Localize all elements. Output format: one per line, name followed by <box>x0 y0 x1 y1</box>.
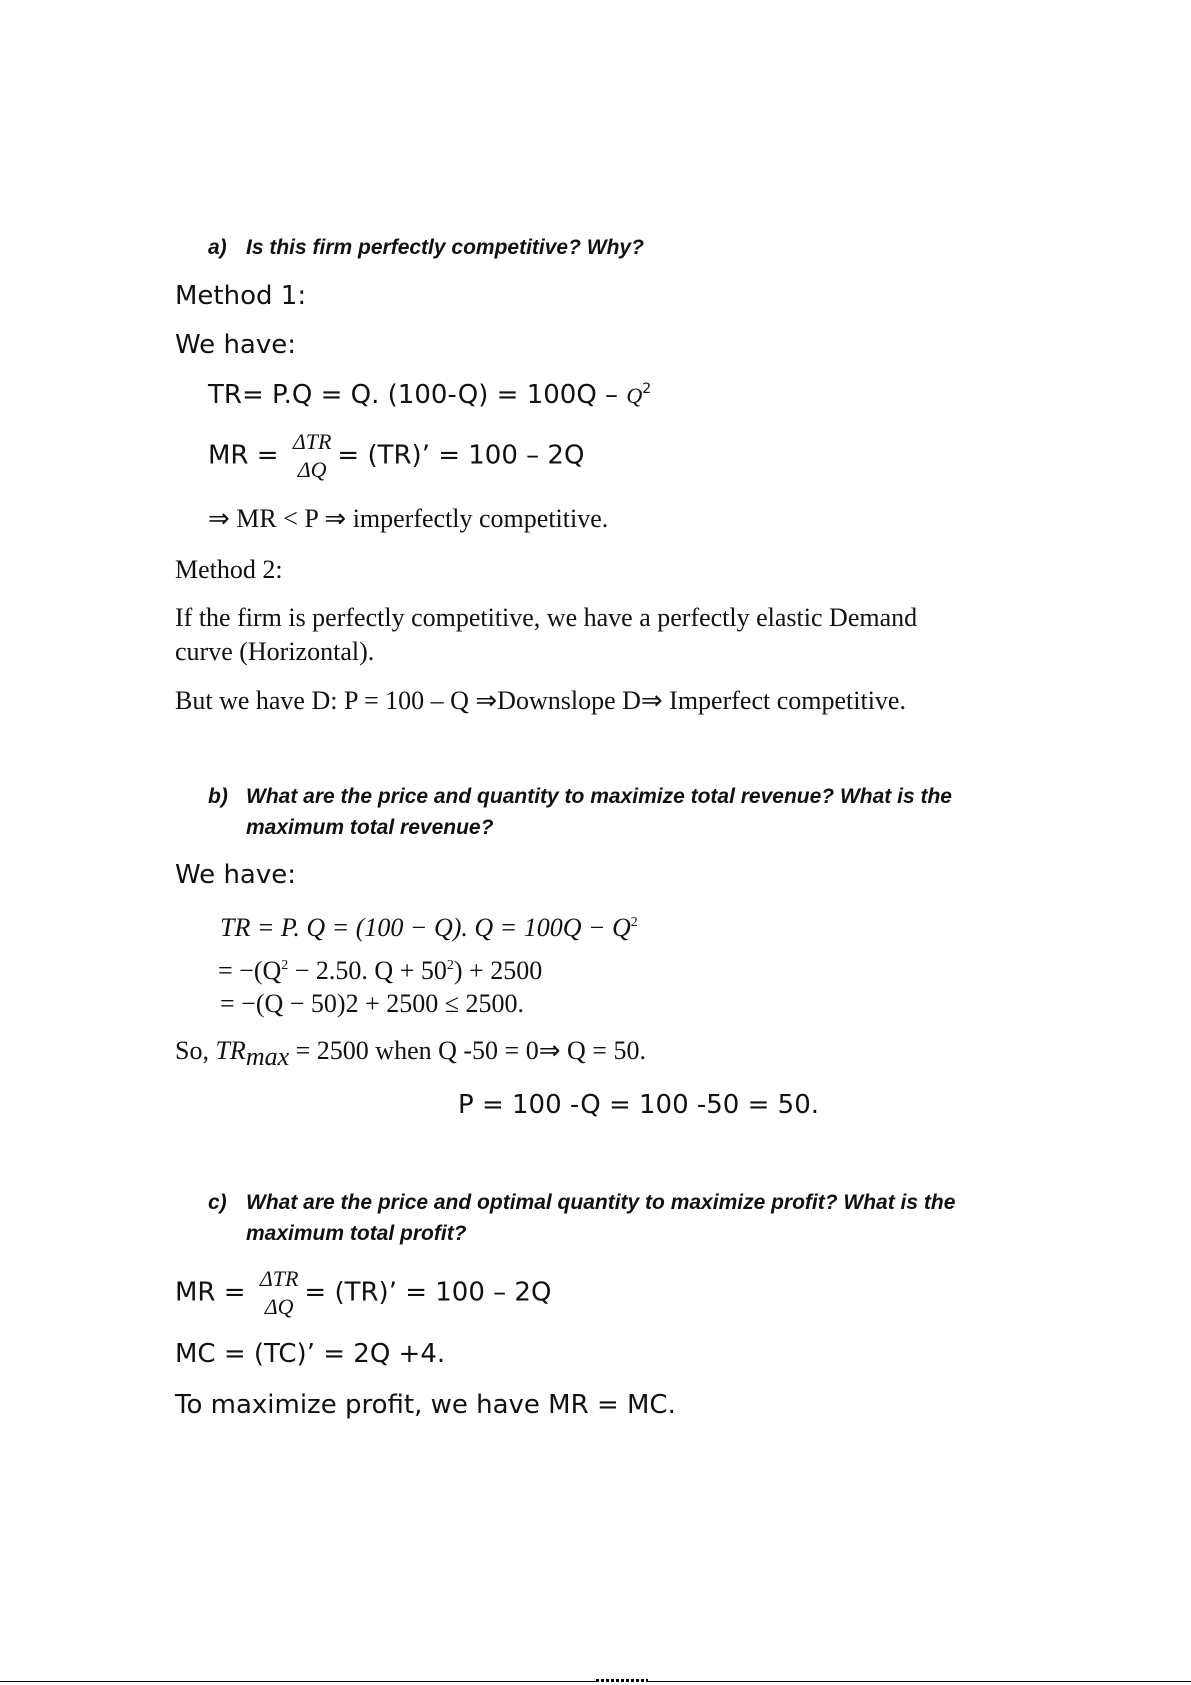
tr-equation-exponent: 2 <box>642 381 652 397</box>
tr-derivation-line2-c: ) + 2500 <box>453 956 543 985</box>
question-a-text: Is this firm perfectly competitive? Why? <box>246 236 644 259</box>
mr-equation-a <box>208 428 584 484</box>
question-c-text-line1: What are the price and optimal quantity to maximize profit? What is the <box>246 1191 956 1214</box>
tr-max-prefix: So, <box>175 1036 216 1065</box>
question-b-label: b) <box>208 785 228 808</box>
tr-max-suffix: = 2500 when Q -50 = 0⇒ Q = 50. <box>289 1036 646 1065</box>
method-1-title: Method 1: <box>175 281 307 311</box>
we-have-b: We have: <box>175 860 296 890</box>
mr-prefix-c: MR = <box>175 1277 254 1308</box>
tr-derivation-line2-a: = −(Q <box>218 956 282 985</box>
mc-line: MC = (TC)’ = 2Q +4. <box>175 1339 446 1369</box>
tr-max-subscript: max <box>245 1042 290 1071</box>
tr-max-line <box>175 1036 646 1072</box>
price-line-b: P = 100 -Q = 100 -50 = 50. <box>458 1090 820 1120</box>
tr-derivation-line2-exp2: 2 <box>446 958 454 973</box>
tr-equation-q: Q <box>626 383 643 408</box>
method-2-text-line1: If the firm is perfectly competitive, we have a perfectly elastic Demand <box>175 603 918 632</box>
tr-derivation-line2 <box>218 956 542 986</box>
mr-prefix-a: MR = <box>208 440 287 471</box>
question-a-label: a) <box>208 236 227 259</box>
question-b-text-line1: What are the price and quantity to maximize total revenue? What is the <box>246 785 952 808</box>
conclusion-a: ⇒ MR < P ⇒ imperfectly competitive. <box>208 504 609 533</box>
question-a <box>208 236 644 260</box>
tr-derivation-line1-exponent: 2 <box>630 915 638 930</box>
method-2-title: Method 2: <box>175 555 283 584</box>
mr-equation-c <box>175 1265 551 1321</box>
question-b <box>208 785 952 809</box>
tr-derivation-line3: = −(Q − 50)2 + 2500 ≤ 2500. <box>220 989 525 1018</box>
mr-suffix-a: = (TR)’ = 100 – 2Q <box>337 440 585 471</box>
tr-derivation-line2-exp1: 2 <box>281 958 289 973</box>
tr-derivation-line1-text: TR = P. Q = (100 − Q). Q = 100Q − Q <box>220 913 631 942</box>
mr-fraction-c <box>260 1265 299 1321</box>
method-2-text-line2: curve (Horizontal). <box>175 637 375 666</box>
method-2-result: But we have D: P = 100 – Q ⇒Downslope D⇒ Imperfect competitive. <box>175 686 906 715</box>
mr-fraction-den-c: ΔQ <box>264 1294 294 1319</box>
mr-fraction-den-a: ΔQ <box>297 457 327 482</box>
question-b-text-line2: maximum total revenue? <box>246 816 494 839</box>
mr-fraction-num-c: ΔTR <box>259 1266 299 1291</box>
page-break-mark <box>596 1679 648 1682</box>
mr-fraction-num-a: ΔTR <box>292 429 332 454</box>
tr-equation-a <box>208 380 651 410</box>
question-c-label: c) <box>208 1191 227 1214</box>
we-have-a: We have: <box>175 330 296 360</box>
mr-suffix-c: = (TR)’ = 100 – 2Q <box>304 1277 552 1308</box>
question-c-text-line2: maximum total profit? <box>246 1222 467 1245</box>
mr-fraction-a <box>293 428 332 484</box>
question-c <box>208 1191 955 1215</box>
tr-equation-text: TR= P.Q = Q. (100-Q) = 100Q – <box>208 380 627 410</box>
maximize-profit-line: To maximize profit, we have MR = MC. <box>175 1390 676 1420</box>
tr-derivation-line1 <box>220 913 638 943</box>
tr-derivation-line2-b: − 2.50. Q + 50 <box>288 956 447 985</box>
tr-max-symbol: TR <box>215 1036 246 1065</box>
